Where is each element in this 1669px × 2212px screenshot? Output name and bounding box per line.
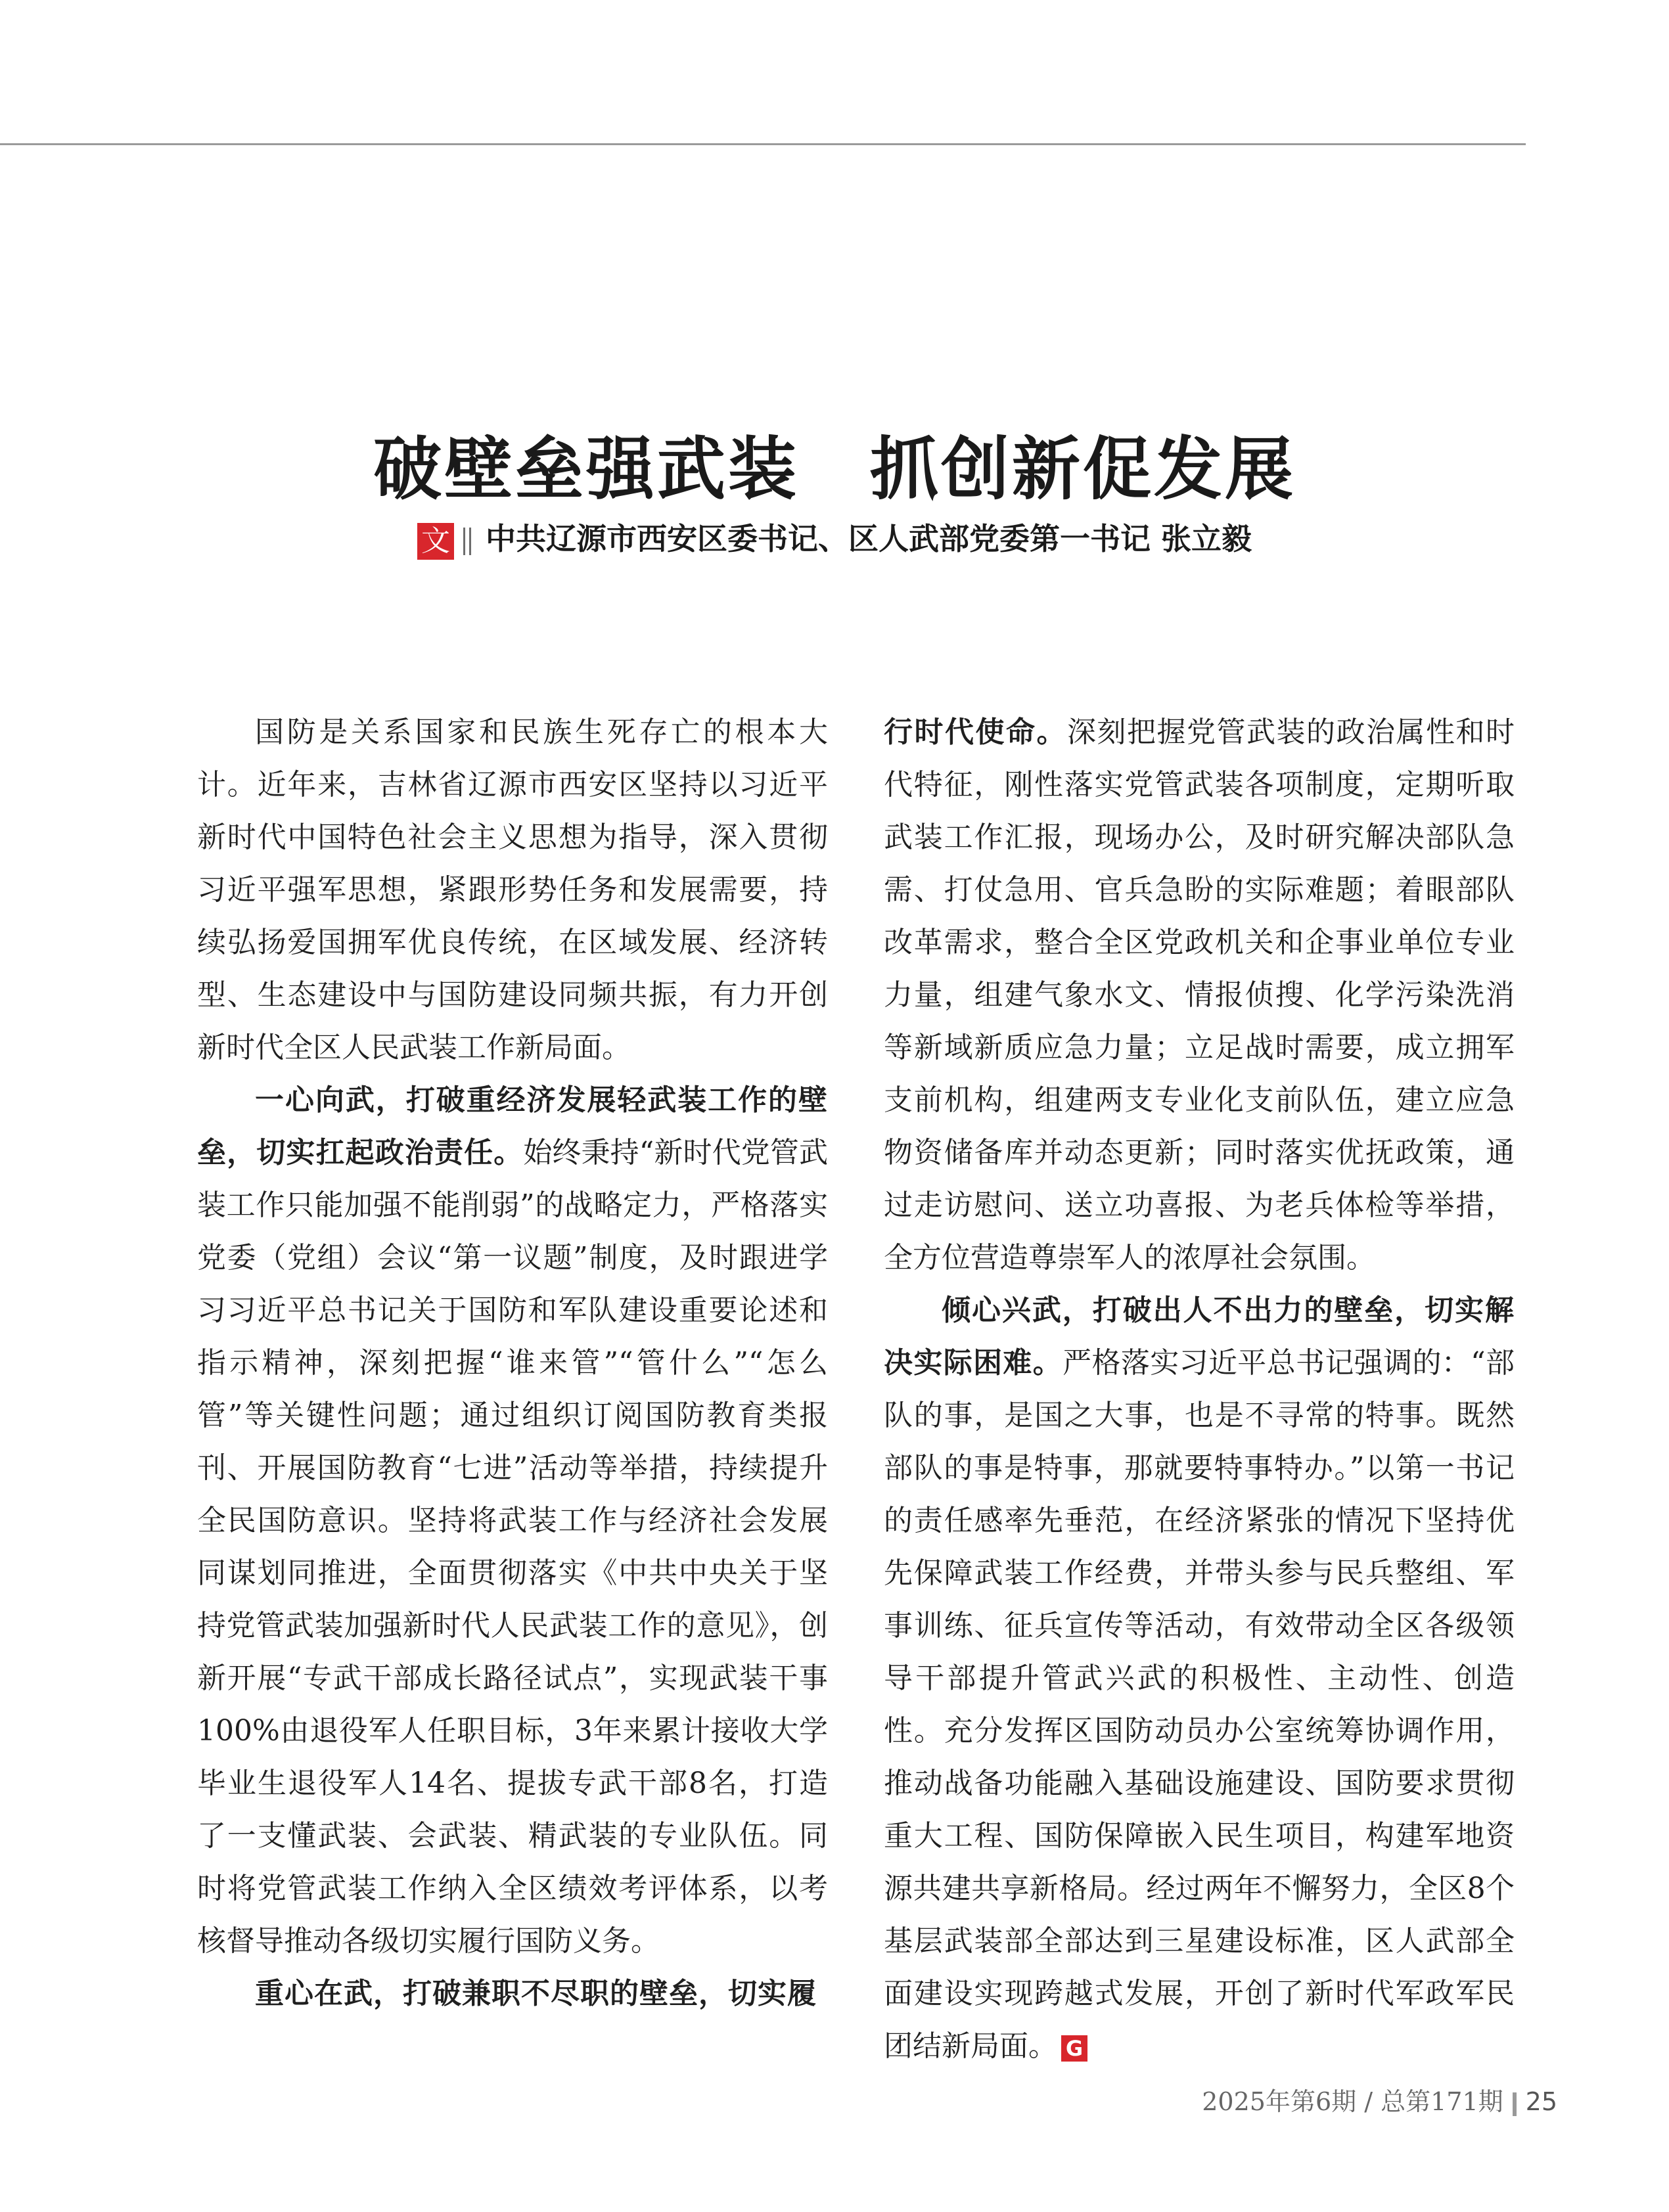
top-rule (0, 143, 1526, 145)
article-column-left (197, 706, 828, 2020)
section-2-heading-end: 行时代使命。 (884, 715, 1067, 749)
paragraph-section-2-start (197, 1968, 828, 2020)
paragraph-section-2 (884, 706, 1515, 1284)
end-mark-icon: G (1061, 2035, 1087, 2062)
byline-separator (463, 528, 471, 555)
section-1-heading: 一心向武，打破重经济发展轻武装工作的壁垒，切实扛起政治责任。 (197, 1083, 828, 1169)
paragraph-section-1 (197, 1074, 828, 1968)
issue-info: 2025年第6期 / 总第171期 (1202, 2087, 1503, 2116)
footer-divider (1513, 2092, 1517, 2116)
section-2-heading-start: 重心在武，打破兼职不尽职的壁垒，切实履 (255, 1977, 817, 2010)
byline-wen-mark: 文 (417, 523, 454, 560)
section-1-body: 始终秉持“新时代党管武装工作只能加强不能削弱”的战略定力，严格落实党委（党组）会议“第一议题”制度，及时跟进学习习近平总书记关于国防和军队建设重要论述和指示精神，深刻把握“谁来管”“管什么”“怎么管”等关键性问题；通过组织订阅国防教育类报刊、开展国防教育“七进”活动等举措，持续提升全民国防意识。坚持将武装工作与经济社会发展同谋划同推进，全面贯彻落实《中共中央关于坚持党管武装加强新时代人民武装工作的意见》，创新开展“专武干部成长路径试点”，实现武装干事100%由退役军人任职目标，3年来累计接收大学毕业生退役军人14名、提拔专武干部8名，打造了一支懂武装、会武装、精武装的专业队伍。同时将党管武装工作纳入全区绩效考评体系，以考核督导推动各级切实履行国防义务。 (197, 1136, 828, 1958)
section-2-body: 深刻把握党管武装的政治属性和时代特征，刚性落实党管武装各项制度，定期听取武装工作汇报，现场办公，及时研究解决部队急需、打仗急用、官兵急盼的实际难题；着眼部队改革需求，整合全区党政机关和企事业单位专业力量，组建气象水文、情报侦搜、化学污染洗消等新域新质应急力量；立足战时需要，成立拥军支前机构，组建两支专业化支前队伍，建立应急物资储备库并动态更新；同时落实优抚政策，通过走访慰问、送立功喜报、为老兵体检等举措，全方位营造尊崇军人的浓厚社会氛围。 (884, 715, 1515, 1275)
page-number: 25 (1525, 2087, 1557, 2116)
article-column-right (884, 706, 1515, 2073)
byline (0, 519, 1669, 560)
paragraph-intro: 国防是关系国家和民族生死存亡的根本大计。近年来，吉林省辽源市西安区坚持以习近平新时代中国特色社会主义思想为指导，深入贯彻习近平强军思想，紧跟形势任务和发展需要，持续弘扬爱国拥军优良传统，在区域发展、经济转型、生态建设中与国防建设同频共振，有力开创新时代全区人民武装工作新局面。 (197, 715, 828, 1064)
article-title: 破壁垒强武装 抓创新促发展 (373, 428, 1296, 509)
paragraph-section-3 (884, 1284, 1515, 2073)
section-3-heading: 倾心兴武，打破出人不出力的壁垒，切实解决实际困难。 (884, 1294, 1515, 1380)
section-3-body: 严格落实习近平总书记强调的：“部队的事，是国之大事，也是不寻常的特事。既然部队的事是特事，那就要特事特办。”以第一书记的责任感率先垂范，在经济紧张的情况下坚持优先保障武装工作经费，并带头参与民兵整组、军事训练、征兵宣传等活动，有效带动全区各级领导干部提升管武兴武的积极性、主动性、创造性。充分发挥区国防动员办公室统筹协调作用，推动战备功能融入基础设施建设、国防要求贯彻重大工程、国防保障嵌入民生项目，构建军地资源共建共享新格局。经过两年不懈努力，全区8个基层武装部全部达到三星建设标准，区人武部全面建设实现跨越式发展，开创了新时代军政军民团结新局面。 (884, 1346, 1515, 2063)
byline-author: 中共辽源市西安区委书记、区人武部党委第一书记 张立毅 (485, 521, 1252, 556)
page-footer (1202, 2081, 1557, 2117)
